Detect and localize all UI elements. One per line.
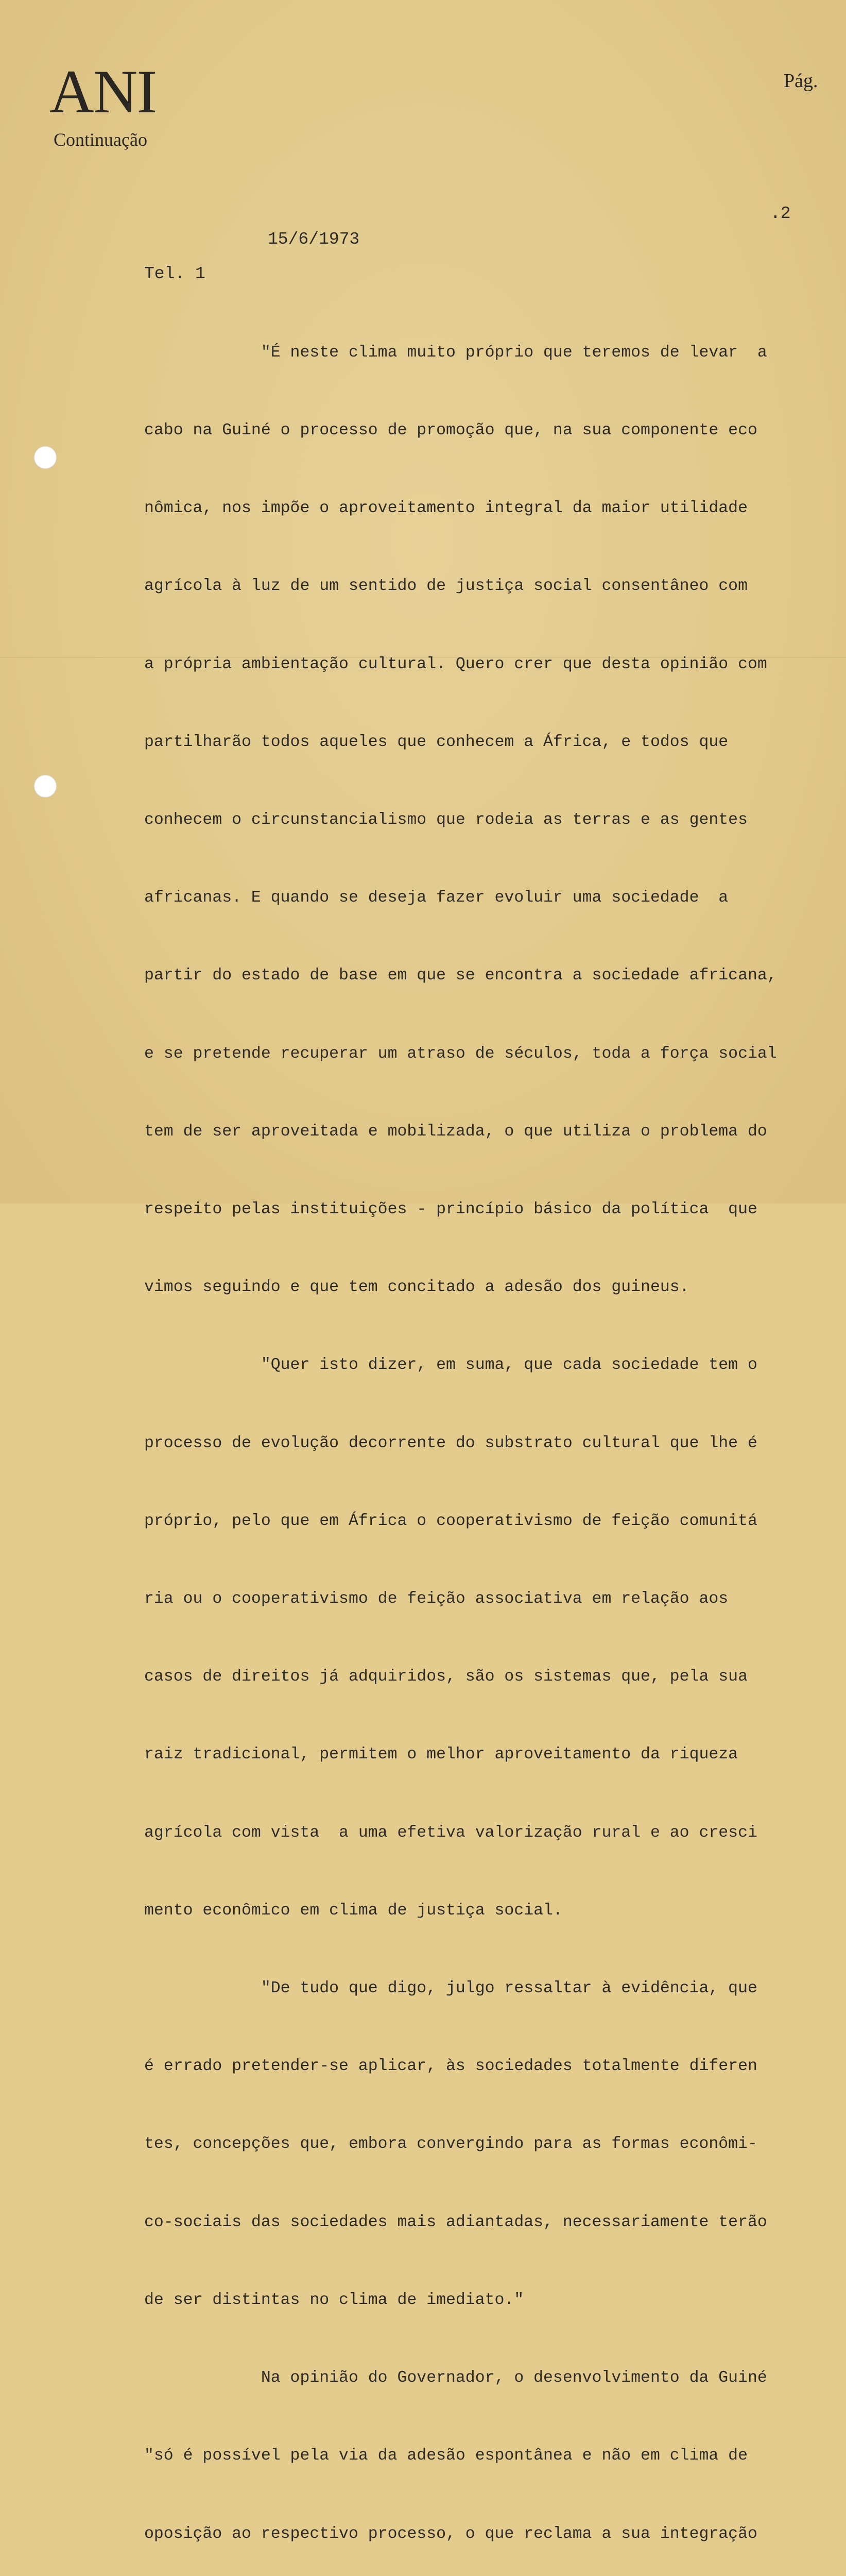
body-line: tes, concepções que, embora convergindo para as formas econômi- (144, 2135, 757, 2154)
body-line: oposição ao respectivo processo, o que reclama a sua integração (144, 2524, 757, 2543)
body-line: Na opinião do Governador, o desenvolvimento da Guiné (144, 2369, 767, 2387)
body-line: próprio, pelo que em África o cooperativismo de feição comunitá (144, 1512, 757, 1530)
body-line: co-sociais das sociedades mais adiantadas, necessariamente terão (144, 2213, 767, 2231)
body-line: a própria ambientação cultural. Quero crer que desta opinião com (144, 655, 767, 673)
body-line: "Quer isto dizer, em suma, que cada sociedade tem o (144, 1356, 757, 1375)
body-line: conhecem o circunstancialismo que rodeia as terras e as gentes (144, 811, 748, 829)
body-line: partilharão todos aqueles que conhecem a África, e todos que (144, 733, 729, 751)
body-line: ria ou o cooperativismo de feição associativa em relação aos (144, 1590, 729, 1608)
body-line: nômica, nos impõe o aproveitamento integral da maior utilidade (144, 499, 748, 518)
body-line: de ser distintas no clima de imediato." (144, 2291, 524, 2309)
body-line: vimos seguindo e que tem concitado a adesão dos guineus. (144, 1278, 689, 1297)
body-line: é errado pretender-se aplicar, às sociedades totalmente diferen (144, 2057, 757, 2076)
letterhead-subtitle: Continuação (54, 129, 147, 150)
body-line: mento econômico em clima de justiça social. (144, 1901, 563, 1920)
page-number: .2 (770, 204, 791, 223)
body-line: agrícola à luz de um sentido de justiça social consentâneo com (144, 577, 748, 596)
document-date: 15/6/1973 (268, 230, 360, 249)
punch-hole-bottom (34, 775, 57, 798)
body-line: e se pretende recuperar um atraso de séculos, toda a força social (144, 1044, 777, 1063)
body-line: raiz tradicional, permitem o melhor aproveitamento da riqueza (144, 1745, 738, 1764)
body-line: "só é possível pela via da adesão espontânea e não em clima de (144, 2447, 748, 2465)
body-line: partir do estado de base em que se encontra a sociedade africana, (144, 967, 777, 985)
punch-hole-top (34, 446, 57, 469)
body-line: tem de ser aproveitada e mobilizada, o que utiliza o problema do (144, 1122, 767, 1141)
body-line: cabo na Guiné o processo de promoção que, na sua componente eco (144, 421, 757, 440)
body-line: respeito pelas instituições - princípio básico da política que (144, 1200, 757, 1219)
page-label: Pág. (784, 70, 818, 92)
body-line: "De tudo que digo, julgo ressaltar à evidência, que (144, 1979, 757, 1998)
body-line: "É neste clima muito próprio que teremos de levar a (144, 343, 767, 362)
body-line: agrícola com vista a uma efetiva valorização rural e ao cresci (144, 1823, 757, 1842)
body-line: casos de direitos já adquiridos, são os sistemas que, pela sua (144, 1668, 748, 1686)
body-line: africanas. E quando se deseja fazer evoluir uma sociedade a (144, 889, 729, 907)
body-line: processo de evolução decorrente do substrato cultural que lhe é (144, 1434, 757, 1452)
letterhead-logo: ANI (49, 57, 157, 126)
document-body (144, 288, 829, 2576)
telegram-reference: Tel. 1 (144, 264, 205, 283)
